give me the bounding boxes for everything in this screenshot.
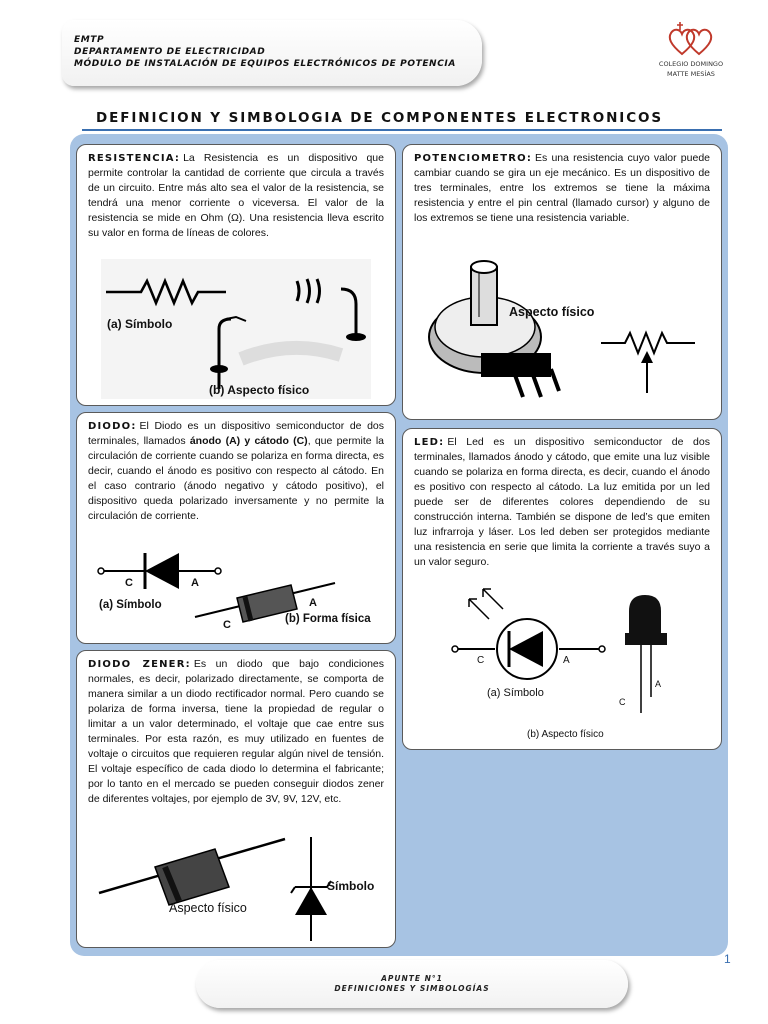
resistencia-label-physical: (b) Aspecto físico xyxy=(209,383,310,397)
led-physical-label-c: C xyxy=(619,697,626,707)
resistencia-text: La Resistencia es un dispositivo que permite controlar la cantidad de corriente que circula a través de un circuito. Entre más alto sea el valor de la resistencia, se tendrá una menor corriente o viceversa. El valor de la resistencia se mide en Ohm (Ω). Una resistencia lleva escrito su valor en forma de líneas de colores. xyxy=(88,152,384,239)
card-led xyxy=(402,428,722,750)
diodo-text-b: , que permite la circulación de corriente cuando se polariza en forma directa, es decir, cuando el ánodo es positivo con respecto al cátodo. En el caso contrario (ánodo negativo y cátodo positivo), el dispositivo queda polarizado inversamente y no permite la circulación de corriente. xyxy=(88,435,385,522)
card-potenciometro xyxy=(402,144,722,420)
diodo-physical-label-c: C xyxy=(223,619,231,631)
led-label-symbol: (a) Símbolo xyxy=(487,687,544,699)
diodo-label-c: C xyxy=(125,577,133,589)
led-description xyxy=(414,435,710,570)
logo-name-1: COLEGIO DOMINGO xyxy=(658,60,724,68)
page-number: 1 xyxy=(724,952,731,966)
led-figure xyxy=(443,587,713,717)
header-line-3: MÓDULO DE INSTALACIÓN DE EQUIPOS ELECTRÓNICOS DE POTENCIA xyxy=(74,59,456,69)
logo-name-2: MATTE MESÍAS xyxy=(667,70,715,78)
diodo-label-physical: (b) Forma física xyxy=(285,613,371,625)
led-label-c: C xyxy=(477,655,485,666)
footer-line-2: DEFINICIONES Y SIMBOLOGÍAS xyxy=(334,984,490,993)
zener-description xyxy=(88,657,384,807)
card-zener xyxy=(76,650,396,948)
led-title: LED: xyxy=(414,437,445,448)
potenciometro-text: Es una resistencia cuyo valor puede cambiar cuando se gira un eje mecánico. Es un dispositivo de tres terminales, entre los extremos se tiene la máxima resistencia y entre el pin central (llamado cursor) y alguno de los extremos se tiene una resistencia variable. xyxy=(414,152,710,224)
resistencia-description xyxy=(88,151,384,241)
potenciometro-description xyxy=(414,151,710,226)
diodo-description xyxy=(88,419,384,524)
page-title: DEFINICION Y SIMBOLOGIA DE COMPONENTES ELECTRONICOS xyxy=(96,110,664,126)
led-label-physical: (b) Aspecto físico xyxy=(527,729,604,740)
zener-label-physical: Aspecto físico xyxy=(169,901,247,915)
diodo-title: DIODO: xyxy=(88,421,137,432)
header-line-2: DEPARTAMENTO DE ELECTRICIDAD xyxy=(74,47,266,57)
resistencia-title: RESISTENCIA: xyxy=(88,153,181,164)
led-physical-label-a: A xyxy=(655,679,662,689)
potenciometro-figure xyxy=(425,257,705,407)
led-text: El Led es un dispositivo semiconductor de dos terminales, llamados ánodo y cátodo, que emite una luz visible cuando se polariza en forma directa, es decir, cuando el ánodo es positivo con respecto al cátodo. La luz emitida por un led puede ser de diferentes colores dependiendo de su construcción interna. También se dispone de led’s que emiten luz infrarroja y láser. Los led deben ser protegidos mediante una resistencia en serie que limita la corriente a través suyo a un valor seguro. xyxy=(414,436,710,568)
card-resistencia xyxy=(76,144,396,406)
title-underline xyxy=(82,129,722,131)
footer-line-1: APUNTE N°1 xyxy=(381,974,443,983)
diodo-label-a: A xyxy=(191,577,199,589)
document-header xyxy=(62,20,482,86)
zener-text: Es un diodo que bajo condiciones normales, es decir, polarizado directamente, se comporta de manera similar a un diodo rectificador normal. Pero cuando se polariza de forma inversa, tiene la propiedad de regular o limitar a un valor determinado, el voltaje que cae entre sus terminales. Por esta razón, es muy utilizado en fuentes de voltaje o circuitos que requieren regular algún nivel de tensión. El voltaje específico de cada diodo lo determina el fabricante; por lo tanto en el mercado se pueden conseguir diodos zener de diferentes voltajes, por ejemplo de 3V, 9V, 12V, etc. xyxy=(88,658,384,805)
potenciometro-label-physical: Aspecto físico xyxy=(509,305,595,319)
header-line-1: EMTP xyxy=(74,35,105,45)
card-diodo xyxy=(76,412,396,644)
diodo-text-bold: ánodo (A) y cátodo (C) xyxy=(189,435,308,447)
resistencia-label-symbol: (a) Símbolo xyxy=(107,317,173,331)
document-footer xyxy=(196,960,628,1008)
diodo-physical-label-a: A xyxy=(309,597,317,609)
zener-title: DIODO ZENER: xyxy=(88,659,191,670)
led-label-a: A xyxy=(563,655,570,666)
school-logo xyxy=(636,22,746,92)
potenciometro-title: POTENCIOMETRO: xyxy=(414,153,533,164)
diodo-label-symbol: (a) Símbolo xyxy=(99,599,162,611)
zener-label-symbol: Símbolo xyxy=(327,879,375,893)
diodo-text-a: El Diodo es un dispositivo semiconductor de dos terminales, llamados xyxy=(88,420,384,447)
hearts-logo-icon xyxy=(666,22,716,58)
